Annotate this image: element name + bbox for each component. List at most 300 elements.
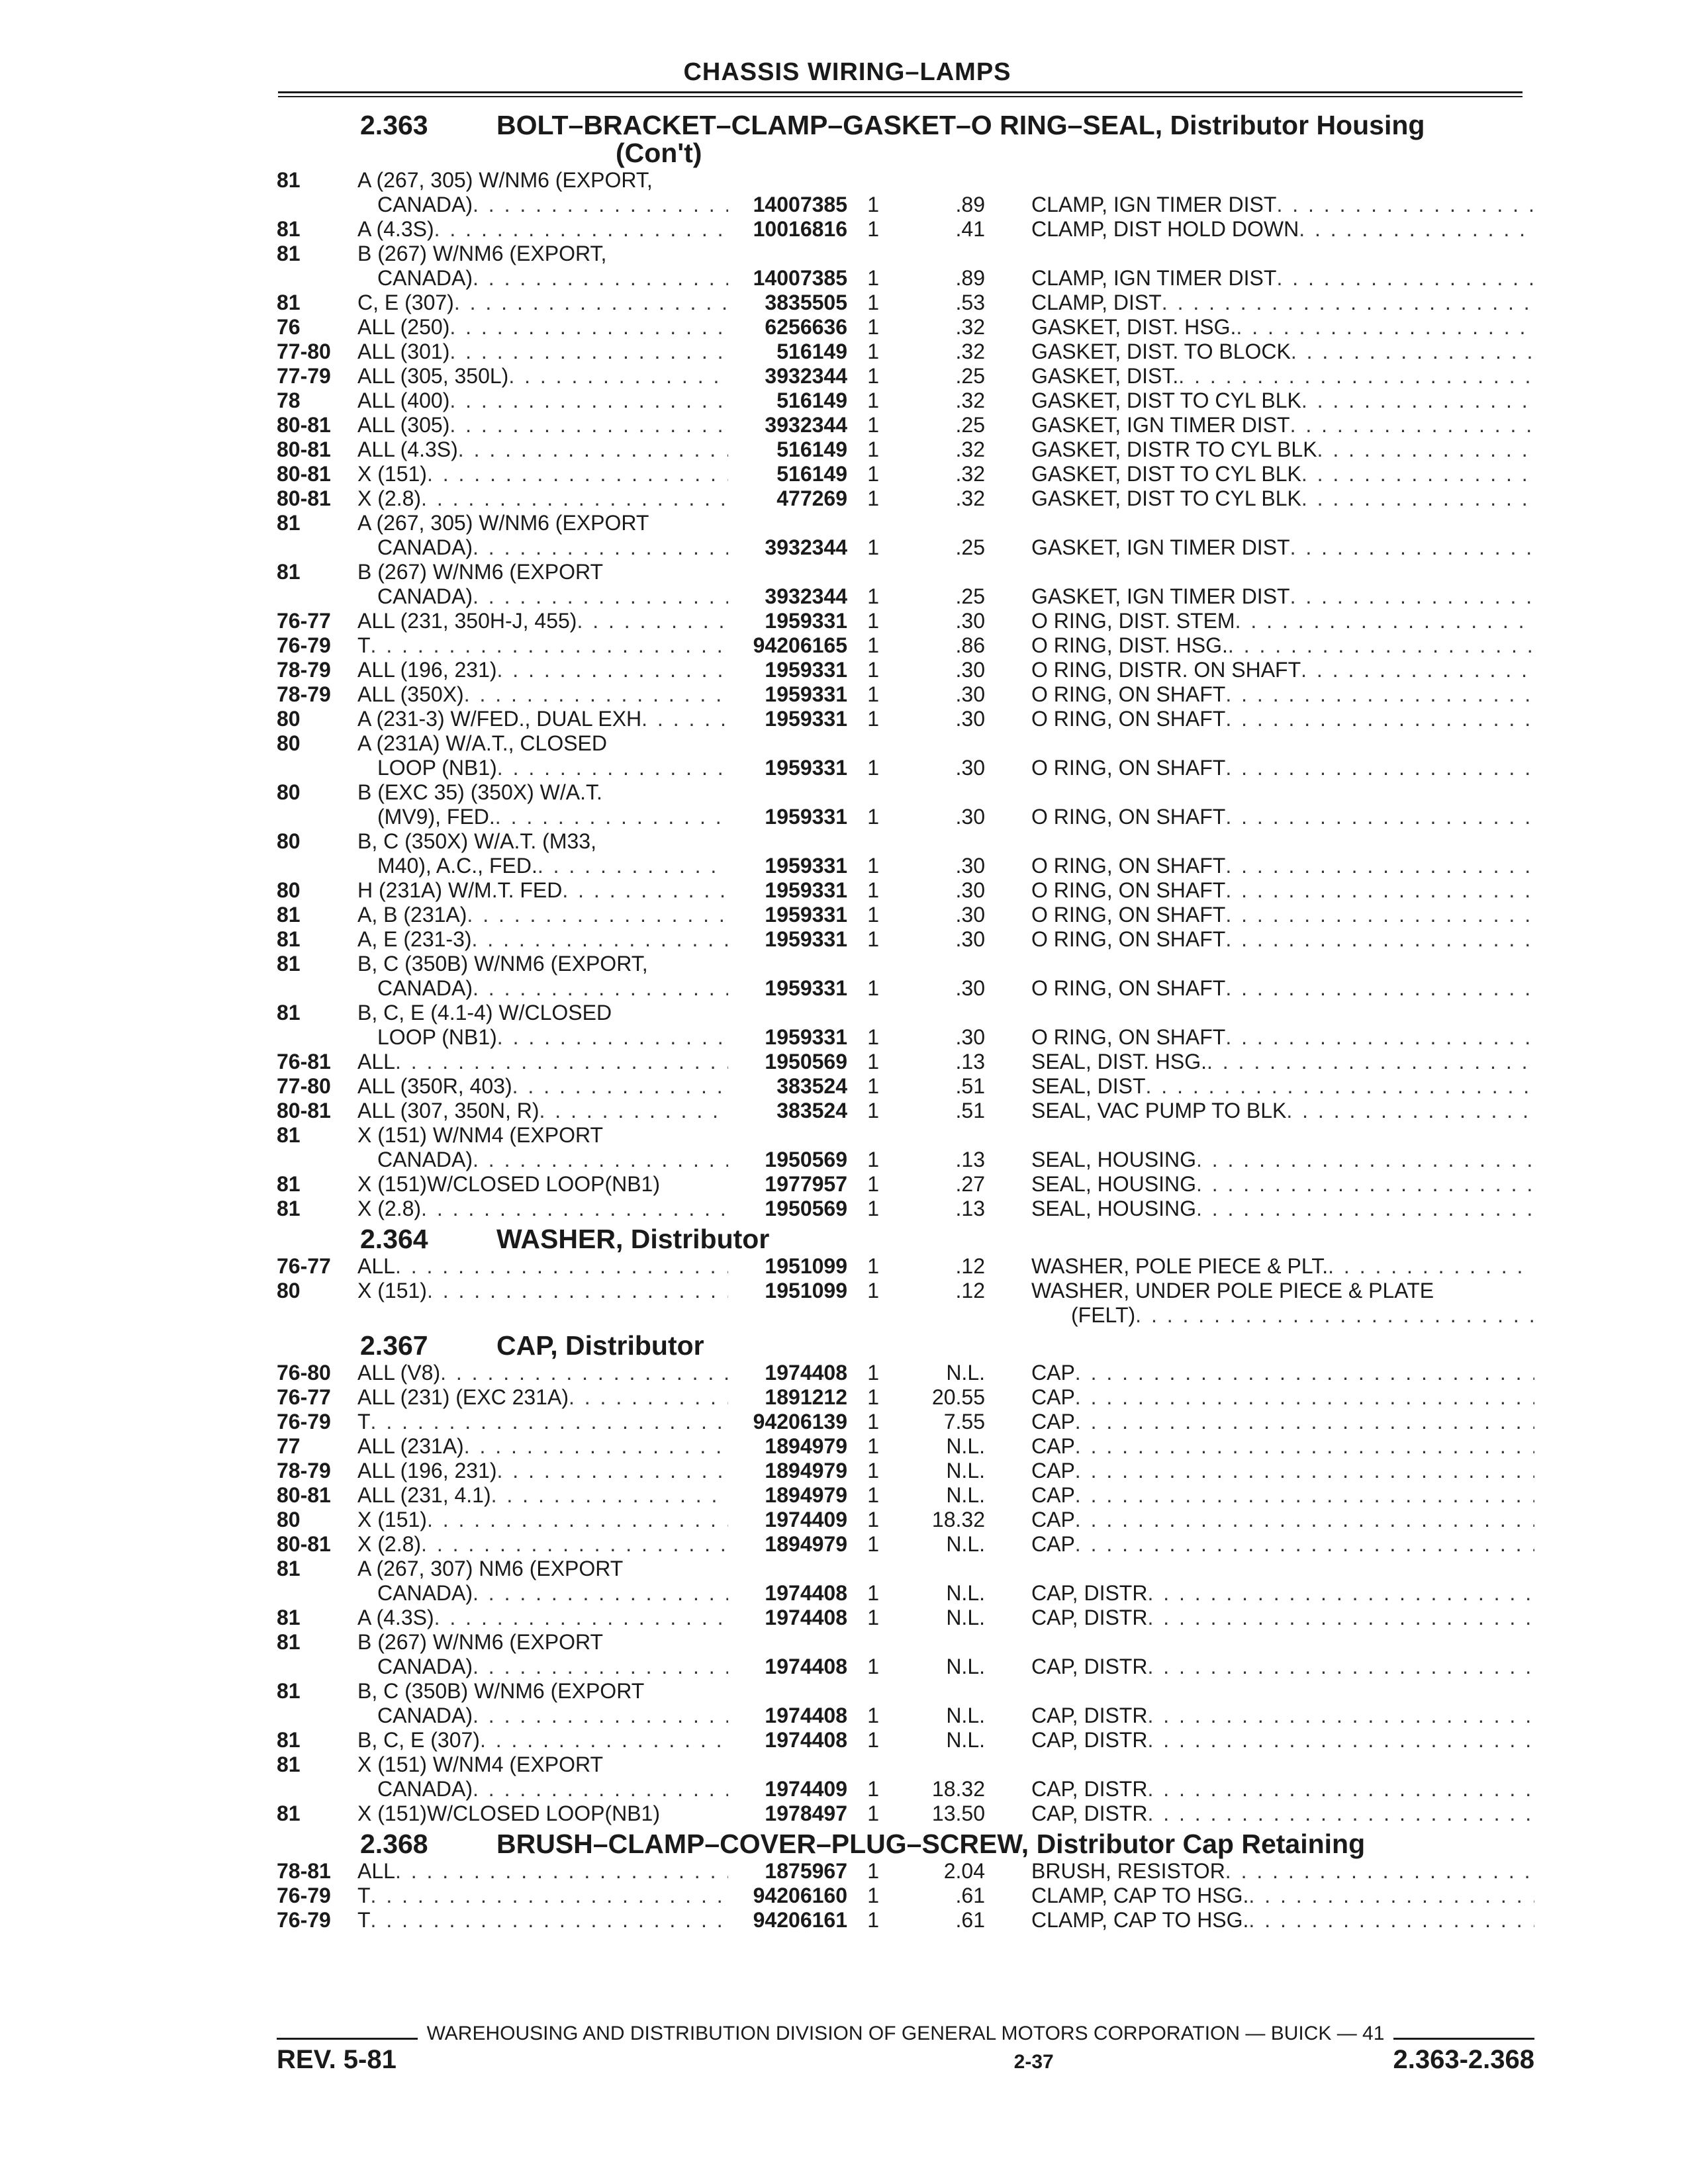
application-text: T bbox=[357, 1908, 371, 1932]
price: N.L. bbox=[946, 1361, 985, 1385]
part-name: O RING, DIST. STEM bbox=[1031, 609, 1235, 633]
model-year: 80-81 bbox=[277, 437, 331, 461]
price: .13 bbox=[955, 1197, 985, 1220]
model-year: 80-81 bbox=[277, 1099, 331, 1122]
part-name-cell bbox=[985, 707, 1534, 731]
part-number: 1951099 bbox=[765, 1254, 847, 1278]
price bbox=[879, 1752, 985, 1777]
model-year: 81 bbox=[277, 952, 301, 976]
model-year: 76-79 bbox=[277, 1410, 331, 1433]
section-title: WASHER, Distributor bbox=[496, 1224, 770, 1254]
part-name-cell bbox=[985, 1197, 1534, 1221]
part-name: GASKET, IGN TIMER DIST bbox=[1031, 413, 1290, 437]
application-cell bbox=[357, 364, 728, 388]
part-number: 14007385 bbox=[753, 266, 847, 290]
table-row bbox=[277, 952, 1534, 976]
table-row bbox=[277, 1074, 1534, 1099]
part-name: GASKET, DIST. HSG. bbox=[1031, 315, 1237, 339]
part-name: O RING, ON SHAFT bbox=[1031, 854, 1226, 878]
section-title: BOLT–BRACKET–CLAMP–GASKET–O RING–SEAL, Distributor Housing bbox=[496, 110, 1425, 140]
table-row bbox=[277, 168, 1534, 193]
application-cell bbox=[357, 731, 728, 756]
model-year: 81 bbox=[277, 242, 301, 265]
part-name-cell bbox=[985, 1410, 1534, 1434]
part-name: GASKET, DIST TO CYL BLK bbox=[1031, 486, 1301, 510]
application-text: ALL (350X) bbox=[357, 682, 464, 706]
leader-dots bbox=[1147, 1777, 1534, 1801]
application-text: X (151) bbox=[357, 462, 427, 486]
application-text: T bbox=[357, 1410, 371, 1433]
price: .13 bbox=[955, 1148, 985, 1171]
table-row bbox=[277, 1557, 1534, 1581]
model-year: 80-81 bbox=[277, 1483, 331, 1507]
application-cell bbox=[357, 1050, 728, 1074]
price: .30 bbox=[955, 878, 985, 902]
price: .25 bbox=[955, 535, 985, 559]
application-cell bbox=[357, 1025, 728, 1050]
part-number: 94206165 bbox=[753, 633, 847, 657]
part-name: CAP bbox=[1031, 1532, 1075, 1556]
model-year: 80 bbox=[277, 780, 301, 804]
part-name: CLAMP, IGN TIMER DIST bbox=[1031, 193, 1277, 216]
part-name: GASKET, DIST TO CYL BLK bbox=[1031, 462, 1301, 486]
application-cell bbox=[357, 168, 728, 193]
table-row bbox=[277, 1385, 1534, 1410]
price: N.L. bbox=[946, 1728, 985, 1752]
model-year bbox=[277, 535, 357, 560]
part-name: CAP, DISTR bbox=[1031, 1801, 1148, 1825]
section-title-block bbox=[496, 111, 1534, 167]
leader-dots bbox=[395, 1254, 728, 1279]
application-cell bbox=[357, 1361, 728, 1385]
leader-dots bbox=[497, 1459, 728, 1483]
table-row bbox=[277, 1172, 1534, 1197]
leader-dots bbox=[538, 854, 728, 878]
application-cell bbox=[357, 462, 728, 486]
model-year bbox=[277, 805, 357, 829]
model-year: 81 bbox=[277, 1679, 301, 1703]
quantity: 1 bbox=[867, 1385, 879, 1409]
application-text: B, C (350B) W/NM6 (EXPORT, bbox=[357, 952, 648, 976]
price: N.L. bbox=[946, 1434, 985, 1458]
quantity: 1 bbox=[867, 1704, 879, 1727]
table-row bbox=[277, 1459, 1534, 1483]
quantity bbox=[847, 1557, 879, 1581]
part-number: 1974409 bbox=[765, 1777, 847, 1801]
part-name-cell bbox=[985, 682, 1534, 707]
footer-line bbox=[277, 2023, 1534, 2045]
part-name-cell bbox=[985, 462, 1534, 486]
table-row bbox=[277, 1581, 1534, 1606]
leader-dots bbox=[421, 486, 728, 511]
part-name: O RING, ON SHAFT bbox=[1031, 878, 1226, 902]
table-row bbox=[277, 1752, 1534, 1777]
application-cell bbox=[357, 903, 728, 927]
price: .30 bbox=[955, 707, 985, 731]
price: .32 bbox=[955, 486, 985, 510]
part-name-cell bbox=[985, 1557, 1534, 1581]
table-row bbox=[277, 805, 1534, 829]
application-cell bbox=[357, 1655, 728, 1679]
leader-dots bbox=[1147, 1728, 1534, 1752]
part-name-cell bbox=[985, 780, 1534, 805]
price: 2.04 bbox=[943, 1859, 985, 1883]
part-name-cell bbox=[985, 1655, 1534, 1679]
quantity: 1 bbox=[867, 633, 879, 657]
price: .32 bbox=[955, 462, 985, 486]
quantity: 1 bbox=[867, 1483, 879, 1507]
part-name: GASKET, DIST. TO BLOCK bbox=[1031, 340, 1291, 363]
part-number bbox=[728, 560, 847, 584]
leader-dots bbox=[1147, 1655, 1534, 1679]
leader-dots bbox=[1147, 1606, 1534, 1630]
price: .25 bbox=[955, 584, 985, 608]
price: .25 bbox=[955, 413, 985, 437]
leader-dots bbox=[1317, 437, 1534, 462]
leader-dots bbox=[1075, 1483, 1534, 1508]
section-range: 2.363-2.368 bbox=[1393, 2045, 1534, 2074]
leader-dots bbox=[512, 1074, 728, 1099]
part-name: CLAMP, IGN TIMER DIST bbox=[1031, 266, 1277, 290]
application-text: X (151) W/NM4 (EXPORT bbox=[357, 1123, 604, 1147]
application-cell bbox=[357, 1483, 728, 1508]
leader-dots bbox=[497, 1025, 728, 1050]
part-name-cell bbox=[985, 1361, 1534, 1385]
model-year: 81 bbox=[277, 1606, 301, 1629]
application-cell bbox=[357, 1001, 728, 1025]
application-text: ALL (307, 350N, R) bbox=[357, 1099, 539, 1122]
model-year: 76-77 bbox=[277, 1254, 331, 1278]
quantity bbox=[847, 168, 879, 193]
leader-dots bbox=[1147, 1801, 1534, 1826]
leader-dots bbox=[495, 805, 728, 829]
quantity bbox=[847, 1123, 879, 1148]
part-number bbox=[728, 1303, 847, 1328]
price: 13.50 bbox=[931, 1801, 985, 1825]
application-text: T bbox=[357, 1884, 371, 1907]
model-year: 80-81 bbox=[277, 486, 331, 510]
part-number: 1959331 bbox=[765, 903, 847, 927]
table-row bbox=[277, 1606, 1534, 1630]
quantity bbox=[847, 242, 879, 266]
table-row bbox=[277, 1704, 1534, 1728]
part-name: O RING, ON SHAFT bbox=[1031, 707, 1226, 731]
model-year: 81 bbox=[277, 1801, 301, 1825]
model-year: 81 bbox=[277, 511, 301, 535]
leader-dots bbox=[449, 315, 728, 340]
part-name: CLAMP, DIST HOLD DOWN bbox=[1031, 217, 1299, 241]
model-year: 76-77 bbox=[277, 1385, 331, 1409]
page-number: 2-37 bbox=[1013, 2051, 1054, 2073]
part-number: 1894979 bbox=[765, 1459, 847, 1482]
part-name: SEAL, DIST bbox=[1031, 1074, 1146, 1098]
part-number bbox=[728, 780, 847, 805]
part-name-cell bbox=[985, 291, 1534, 315]
part-name-cell bbox=[985, 364, 1534, 388]
footer-bottom bbox=[277, 2045, 1534, 2075]
application-cell bbox=[357, 1581, 728, 1606]
leader-dots bbox=[1225, 1025, 1534, 1050]
part-number bbox=[728, 1752, 847, 1777]
part-name-cell bbox=[985, 1728, 1534, 1752]
model-year bbox=[277, 1655, 357, 1679]
price: .30 bbox=[955, 609, 985, 633]
part-name: O RING, DISTR. ON SHAFT bbox=[1031, 658, 1301, 682]
section-title: CAP, Distributor bbox=[496, 1330, 704, 1361]
application-text: X (2.8) bbox=[357, 1197, 422, 1220]
table-row bbox=[277, 1532, 1534, 1557]
table-row bbox=[277, 1197, 1534, 1221]
model-year bbox=[277, 1148, 357, 1172]
part-number bbox=[728, 829, 847, 854]
part-name: GASKET, DIST TO CYL BLK bbox=[1031, 388, 1301, 412]
part-name: WASHER, POLE PIECE & PLT. bbox=[1031, 1254, 1329, 1278]
application-text: T bbox=[357, 633, 371, 657]
part-name-cell bbox=[985, 878, 1534, 903]
leader-dots bbox=[1299, 217, 1534, 242]
part-number: 1894979 bbox=[765, 1483, 847, 1507]
table-row bbox=[277, 193, 1534, 217]
table-row bbox=[277, 1434, 1534, 1459]
table-row bbox=[277, 1801, 1534, 1826]
application-cell bbox=[357, 1197, 728, 1221]
price: .61 bbox=[955, 1884, 985, 1907]
leader-dots bbox=[497, 756, 728, 780]
quantity: 1 bbox=[867, 266, 879, 290]
part-number: 1959331 bbox=[765, 927, 847, 951]
part-number: 1974408 bbox=[765, 1728, 847, 1752]
part-name-cell bbox=[985, 1279, 1534, 1303]
price bbox=[879, 1123, 985, 1148]
table-row bbox=[277, 535, 1534, 560]
part-name-cell bbox=[985, 1508, 1534, 1532]
part-number bbox=[728, 1679, 847, 1704]
part-number: 516149 bbox=[776, 388, 847, 412]
application-cell bbox=[357, 1508, 728, 1532]
application-text: ALL (196, 231) bbox=[357, 1459, 497, 1482]
price bbox=[879, 1557, 985, 1581]
part-name: O RING, ON SHAFT bbox=[1031, 976, 1226, 1000]
application-text: ALL (231) (EXC 231A) bbox=[357, 1385, 569, 1409]
quantity: 1 bbox=[867, 805, 879, 829]
part-number: 1959331 bbox=[765, 609, 847, 633]
model-year: 80 bbox=[277, 1508, 301, 1531]
application-text: A, E (231-3) bbox=[357, 927, 472, 951]
price: .51 bbox=[955, 1074, 985, 1098]
leader-dots bbox=[497, 658, 728, 682]
quantity: 1 bbox=[867, 535, 879, 559]
table-row bbox=[277, 266, 1534, 291]
price: .32 bbox=[955, 388, 985, 412]
part-name: O RING, ON SHAFT bbox=[1031, 805, 1226, 829]
application-cell bbox=[357, 682, 728, 707]
price: .53 bbox=[955, 291, 985, 314]
quantity: 1 bbox=[867, 437, 879, 461]
leader-dots bbox=[449, 388, 728, 413]
quantity: 1 bbox=[867, 193, 879, 216]
quantity: 1 bbox=[867, 1279, 879, 1302]
table-row bbox=[277, 291, 1534, 315]
footer-rule-right bbox=[1393, 2038, 1534, 2040]
leader-dots bbox=[1075, 1532, 1534, 1557]
quantity bbox=[847, 952, 879, 976]
part-number: 1974408 bbox=[765, 1581, 847, 1605]
price: .32 bbox=[955, 437, 985, 461]
part-number: 1951099 bbox=[765, 1279, 847, 1302]
leader-dots bbox=[1196, 1172, 1534, 1197]
leader-dots bbox=[395, 1050, 728, 1074]
application-cell bbox=[357, 1434, 728, 1459]
leader-dots bbox=[421, 1532, 728, 1557]
part-name-cell bbox=[985, 829, 1534, 854]
model-year: 81 bbox=[277, 1197, 301, 1220]
part-name: WASHER, UNDER POLE PIECE & PLATE bbox=[1031, 1279, 1434, 1302]
leader-dots bbox=[434, 1606, 728, 1630]
part-name: CAP, DISTR bbox=[1031, 1606, 1148, 1629]
leader-dots bbox=[371, 1410, 728, 1434]
model-year bbox=[277, 266, 357, 291]
part-name: SEAL, DIST. HSG. bbox=[1031, 1050, 1207, 1073]
quantity: 1 bbox=[867, 1197, 879, 1220]
leader-dots bbox=[395, 1859, 728, 1884]
application-cell bbox=[357, 1148, 728, 1172]
part-number: 1959331 bbox=[765, 756, 847, 780]
table-row bbox=[277, 780, 1534, 805]
application-text: ALL (231, 350H-J, 455) bbox=[357, 609, 577, 633]
part-name: SEAL, HOUSING bbox=[1031, 1197, 1196, 1220]
table-row bbox=[277, 756, 1534, 780]
part-number: 1875967 bbox=[765, 1859, 847, 1883]
leader-dots bbox=[472, 927, 728, 952]
table-row bbox=[277, 1908, 1534, 1933]
leader-dots bbox=[427, 462, 728, 486]
application-text: LOOP (NB1) bbox=[377, 756, 497, 780]
quantity: 1 bbox=[867, 682, 879, 706]
part-number: 14007385 bbox=[753, 193, 847, 216]
leader-dots bbox=[473, 193, 728, 217]
application-cell bbox=[357, 1557, 728, 1581]
section-number: 2.364 bbox=[360, 1224, 428, 1254]
model-year: 77-79 bbox=[277, 364, 331, 388]
leader-dots bbox=[1075, 1434, 1534, 1459]
price: N.L. bbox=[946, 1532, 985, 1556]
leader-dots bbox=[577, 609, 728, 633]
section-heading bbox=[277, 1225, 1534, 1253]
application-cell bbox=[357, 854, 728, 878]
table-row bbox=[277, 462, 1534, 486]
leader-dots bbox=[458, 437, 728, 462]
application-text: A (267, 307) NM6 (EXPORT bbox=[357, 1557, 624, 1580]
part-number: 1959331 bbox=[765, 976, 847, 1000]
page-header-title: CHASSIS WIRING–LAMPS bbox=[683, 58, 1011, 86]
application-cell bbox=[357, 340, 728, 364]
leader-dots bbox=[1301, 486, 1534, 511]
leader-dots bbox=[508, 364, 728, 388]
quantity: 1 bbox=[867, 364, 879, 388]
application-text: A (231A) W/A.T., CLOSED bbox=[357, 731, 607, 755]
part-name-cell bbox=[985, 1884, 1534, 1908]
quantity: 1 bbox=[867, 658, 879, 682]
application-cell bbox=[357, 1679, 728, 1704]
quantity: 1 bbox=[867, 1801, 879, 1825]
application-text: CANADA) bbox=[377, 1655, 473, 1678]
table-row bbox=[277, 731, 1534, 756]
table-row bbox=[277, 315, 1534, 340]
part-name-cell bbox=[985, 1459, 1534, 1483]
table-row bbox=[277, 633, 1534, 658]
price: .30 bbox=[955, 805, 985, 829]
part-number: 383524 bbox=[776, 1099, 847, 1122]
table-row bbox=[277, 1884, 1534, 1908]
leader-dots bbox=[421, 1197, 728, 1221]
quantity: 1 bbox=[867, 1728, 879, 1752]
model-year: 78 bbox=[277, 388, 301, 412]
part-number: 3932344 bbox=[765, 535, 847, 559]
quantity: 1 bbox=[867, 1050, 879, 1073]
table-row bbox=[277, 560, 1534, 584]
price: .89 bbox=[955, 266, 985, 290]
model-year: 81 bbox=[277, 927, 301, 951]
leader-dots bbox=[539, 1099, 728, 1123]
part-name: CAP bbox=[1031, 1361, 1075, 1385]
quantity: 1 bbox=[867, 1025, 879, 1049]
table-row bbox=[277, 437, 1534, 462]
section-title: BRUSH–CLAMP–COVER–PLUG–SCREW, Distributor Cap Retaining bbox=[496, 1829, 1366, 1859]
leader-dots bbox=[1301, 462, 1534, 486]
leader-dots bbox=[1075, 1459, 1534, 1483]
leader-dots bbox=[1290, 413, 1534, 437]
part-number: 1894979 bbox=[765, 1532, 847, 1556]
application-cell bbox=[357, 1099, 728, 1123]
part-name-cell bbox=[985, 511, 1534, 535]
part-number: 1950569 bbox=[765, 1050, 847, 1073]
table-row bbox=[277, 364, 1534, 388]
part-name-cell bbox=[985, 242, 1534, 266]
quantity: 1 bbox=[867, 1148, 879, 1171]
section-number: 2.367 bbox=[360, 1330, 428, 1361]
application-text: ALL (301) bbox=[357, 340, 450, 363]
application-text: ALL (4.3S) bbox=[357, 437, 458, 461]
part-number: 1974408 bbox=[765, 1655, 847, 1678]
leader-dots bbox=[473, 1777, 728, 1801]
price: 7.55 bbox=[943, 1410, 985, 1433]
application-text: B, C (350X) W/A.T. (M33, bbox=[357, 829, 596, 853]
quantity: 1 bbox=[867, 1172, 879, 1196]
table-row bbox=[277, 340, 1534, 364]
part-name-cell bbox=[985, 560, 1534, 584]
price: N.L. bbox=[946, 1655, 985, 1678]
part-name-cell bbox=[985, 1581, 1534, 1606]
part-name-cell bbox=[985, 1532, 1534, 1557]
application-cell bbox=[357, 1074, 728, 1099]
application-text: C, E (307) bbox=[357, 291, 454, 314]
quantity: 1 bbox=[867, 1254, 879, 1278]
application-cell bbox=[357, 291, 728, 315]
leader-dots bbox=[473, 584, 728, 609]
part-name: CAP bbox=[1031, 1385, 1075, 1409]
model-year bbox=[277, 976, 357, 1001]
part-number: 3932344 bbox=[765, 413, 847, 437]
quantity bbox=[847, 1303, 879, 1328]
quantity: 1 bbox=[867, 291, 879, 314]
quantity bbox=[847, 1752, 879, 1777]
quantity: 1 bbox=[867, 878, 879, 902]
quantity bbox=[847, 731, 879, 756]
table-row bbox=[277, 1099, 1534, 1123]
application-text: CANADA) bbox=[377, 584, 473, 608]
price: .12 bbox=[955, 1254, 985, 1278]
application-cell bbox=[357, 1123, 728, 1148]
